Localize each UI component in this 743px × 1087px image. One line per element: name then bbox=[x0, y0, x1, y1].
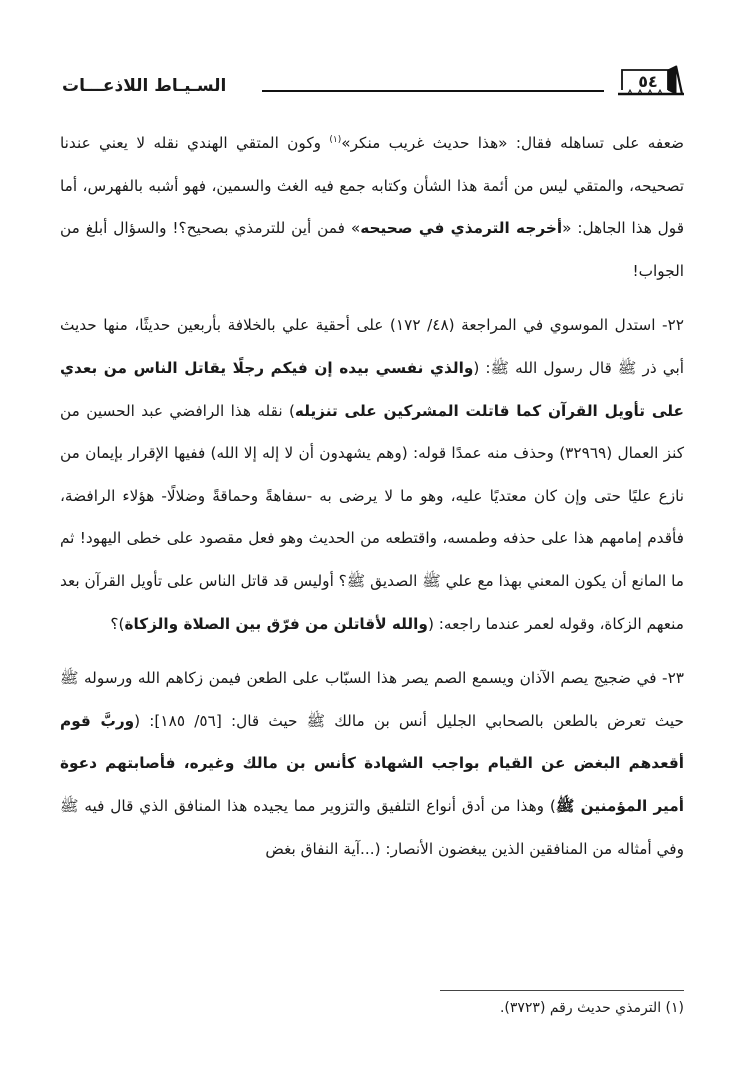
paragraph-2 bbox=[60, 304, 684, 645]
paragraph-text: ضعفه على تساهله فقال: «هذا حديث غريب منكر» bbox=[341, 134, 684, 152]
paragraph-text: ) نقله هذا الرافضي عبد الحسين من كنز العمال (٣٢٩٦٩) وحذف منه عمدًا قوله: (وهم يشهدون أن لا إله إلا الله) ففيها الإقرار بإيمان من نازع عليًا حتى وإن كان معتديًا عليه، وهو ما لا يرضى به -سفاهةً وحماقةً وضلالًا- هؤلاء الرافضة، فأقدم إمامهم هذا على حذفه وطمسه، واقتطعه من الحديث وهو فعل مقصود على خطى اليهود! ثم ما المانع أن يكون المعني بهذا مع علي ﷺ الصديق ﷺ؟ أوليس قد قاتل الناس على تأويل القرآن بعد منعهم الزكاة، وقوله لعمر عندما راجعه: ( bbox=[60, 401, 684, 633]
page-header bbox=[62, 60, 684, 110]
paragraph-1 bbox=[60, 122, 684, 292]
paragraph-text: » فمن أين للترمذي بصحيح؟! والسؤال أبلغ من الجواب! bbox=[60, 219, 684, 280]
footnote: (١) الترمذي حديث رقم (٣٧٢٣). bbox=[499, 1000, 684, 1016]
body-text bbox=[60, 122, 684, 870]
footnote-marker: (١) bbox=[329, 134, 342, 145]
paragraph-text: ) وهذا من أدق أنواع التلفيق والتزوير مما يجيده هذا المنافق الذي قال فيه ﷺ وفي أمثاله من المنافقين الذين يبغضون الأنصار: (...آية النفاق بغض bbox=[60, 796, 684, 858]
running-title: السـيـاط اللاذعـــات bbox=[62, 76, 227, 96]
quoted-hadith-text: والذي نفسي بيده إن فيكم رجلًا يقاتل الناس من بعدي على تأويل القرآن كما قاتلت المشركين على تنزيله bbox=[60, 358, 684, 420]
header-rule bbox=[262, 90, 604, 92]
quoted-hadith-text: والله لأقاتلن من فرّق بين الصلاة والزكاة bbox=[124, 614, 428, 633]
paragraph-text: )؟ bbox=[110, 614, 125, 633]
paragraph-3 bbox=[60, 657, 684, 870]
footnote-rule bbox=[440, 990, 684, 991]
quoted-hadith-text: وربَّ قوم أقعدهم البغض عن القيام بواجب الشهادة كأنس بن مالك وغيره، فأصابتهم دعوة أمير المؤمنين ﷺ bbox=[60, 711, 684, 815]
paragraph-text: ٢٣- في ضجيج يصم الآذان ويسمع الصم يصر هذا السبّاب على الطعن فيمن زكاهم الله ورسوله ﷺ حيث تعرض بالطعن بالصحابي الجليل أنس بن مالك ﷺ حيث قال: [٥٦/ ١٨٥]: ( bbox=[60, 669, 684, 730]
quoted-hadith-text: أخرجه الترمذي في صحيحه bbox=[360, 219, 563, 238]
page-number: ٥٤ bbox=[638, 72, 658, 91]
paragraph-text: ٢٢- استدل الموسوي في المراجعة (٤٨/ ١٧٢) على أحقية علي بالخلافة بأربعين حديثًا، منها حديث أبي ذر ﷺ قال رسول الله ﷺ: ( bbox=[60, 316, 684, 377]
paragraph-text: وكون المتقي الهندي نقله لا يعني عندنا تصحيحه، والمتقي ليس من أئمة هذا الشأن وكتابه جمع فيه الغث والسمين، فهو أشبه بالفهرس، أما قول هذا الجاهل: « bbox=[60, 134, 685, 238]
page-number-frame bbox=[618, 64, 684, 98]
